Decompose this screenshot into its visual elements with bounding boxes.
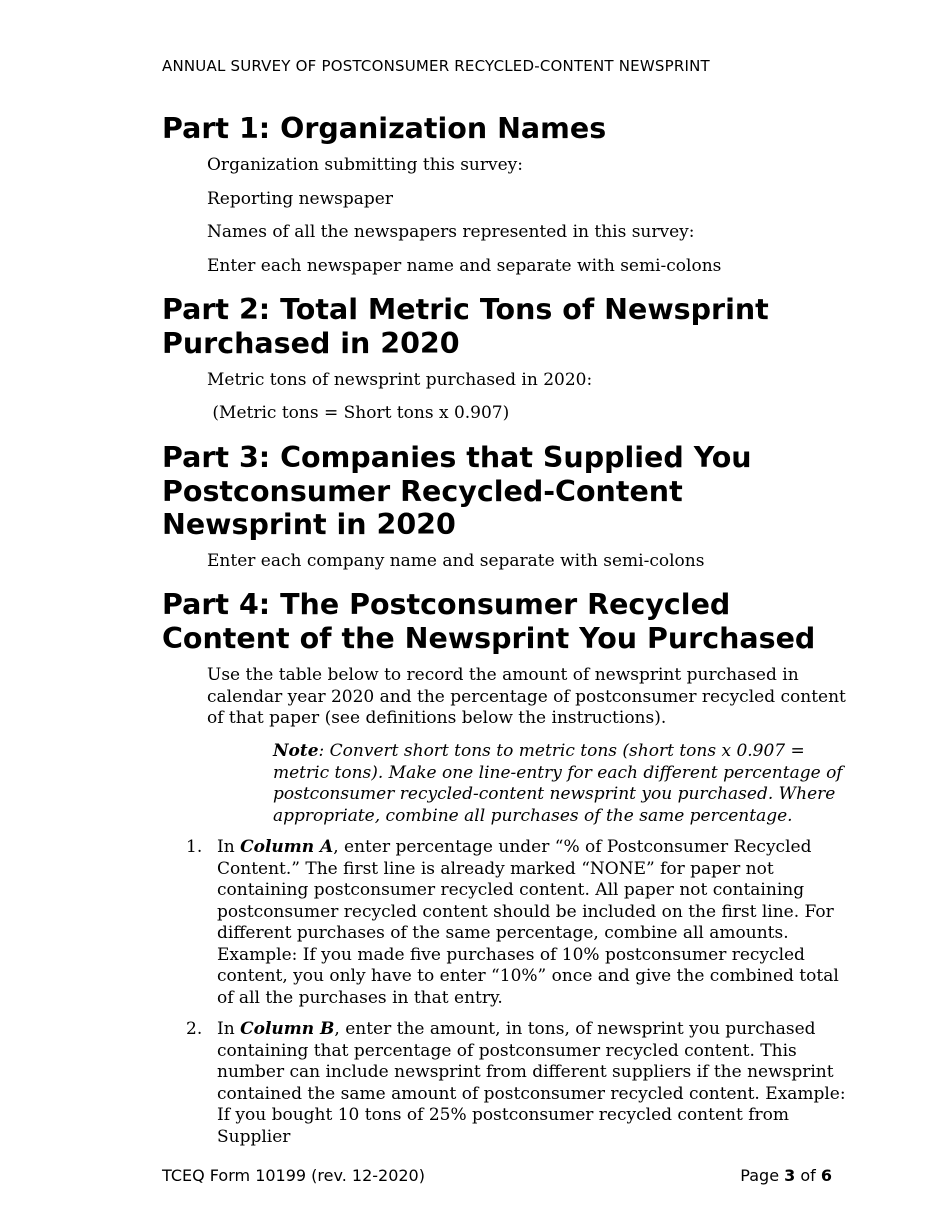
part1-heading: Part 1: Organization Names [162, 112, 607, 145]
part1-reporting-newspaper-label: Reporting newspaper [207, 189, 393, 209]
running-header: ANNUAL SURVEY OF POSTCONSUMER RECYCLED-CONTENT NEWSPRINT [162, 57, 710, 75]
note-label: Note [273, 741, 319, 761]
item-number: 1. [186, 837, 203, 857]
part2-heading-line2: Purchased in 2020 [162, 326, 460, 360]
item-text: In Column B, enter the amount, in tons, of newsprint you purchased containing that percentage of postconsumer recycled content. This number can include newsprint from different suppliers if the newsprint contained the same amount of postconsumer recycled content. Example: If you bought 10 tons of 25% postconsumer recycled content from Supplier [217, 1019, 846, 1147]
part4-intro-paragraph: Use the table below to record the amount of newsprint purchased in calendar year 2020 and the percentage of postconsumer recycled content of that paper (see definitions below the instructions). [207, 665, 846, 728]
part4-note [273, 741, 843, 827]
part3-heading-line1: Part 3: Companies that Supplied You [162, 441, 752, 474]
part4-heading-line1: Part 4: The Postconsumer Recycled [162, 588, 731, 621]
part1-newspapers-instruction: Enter each newspaper name and separate with semi-colons [207, 256, 722, 276]
part2-heading [162, 293, 852, 360]
part2-metric-tons-label: Metric tons of newsprint purchased in 2020: [207, 370, 593, 390]
part2-conversion-note: (Metric tons = Short tons x 0.907) [207, 403, 510, 423]
page-number: Page 3 of 6 [740, 1166, 832, 1185]
form-number: TCEQ Form 10199 (rev. 12-2020) [162, 1166, 425, 1185]
column-a-label: Column A [240, 837, 334, 857]
part1-newspapers-label: Names of all the newspapers represented in this survey: [207, 222, 695, 242]
item-text: In Column A, enter percentage under “% of Postconsumer Recycled Content.” The first line is already marked “NONE” for paper not containing postconsumer recycled content. All paper not containing postconsumer recycled content should be included on the first line. For different purchases of the same percentage, combine all amounts. Example: If you made five purchases of 10% postconsumer recycled content, you only have to enter “10%” once and give the combined total of all the purchases in that entry. [217, 837, 839, 1008]
current-page: 3 [784, 1166, 796, 1185]
part2-heading-line1: Part 2: Total Metric Tons of Newsprint [162, 293, 769, 326]
part1-organization-label: Organization submitting this survey: [207, 155, 524, 175]
part3-company-instruction: Enter each company name and separate with semi-colons [207, 551, 705, 571]
column-b-label: Column B [240, 1019, 335, 1039]
part4-heading [162, 588, 852, 655]
part3-heading [162, 441, 852, 542]
part3-heading-line3: Newsprint in 2020 [162, 508, 456, 541]
note-text: : Convert short tons to metric tons (short tons x 0.907 = metric tons). Make one line-entry for each different percentage of postconsumer recycled-content newsprint you purchased. Where appropriate, combine all purchases of the same percentage. [273, 741, 843, 826]
total-pages: 6 [820, 1166, 832, 1185]
part3-heading-line2: Postconsumer Recycled-Content [162, 474, 683, 508]
part4-heading-line2: Content of the Newsprint You Purchased [162, 621, 816, 655]
item-number: 2. [186, 1019, 203, 1039]
